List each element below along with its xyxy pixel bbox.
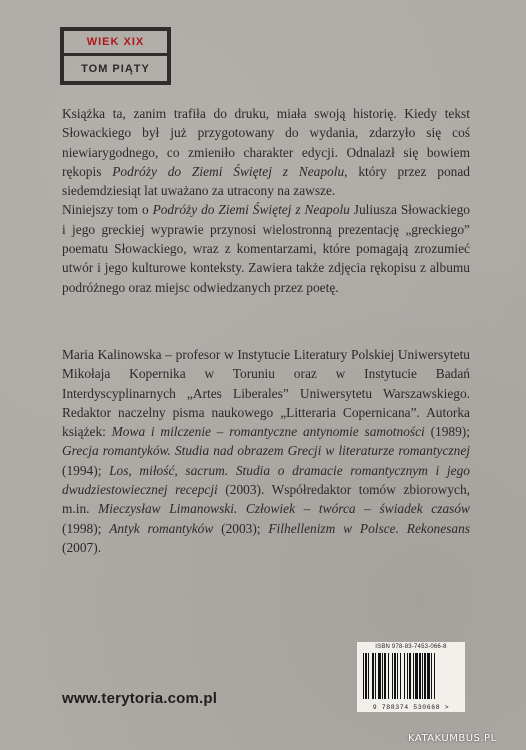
work-title-italic: Filhellenizm w Polsce. Rekonesans bbox=[268, 520, 470, 536]
isbn-barcode bbox=[357, 642, 465, 712]
work-title-italic: Mieczysław Limanowski. Człowiek – twórca – świadek czasów bbox=[98, 501, 470, 517]
author-bio: Maria Kalinowska – profesor w Instytucie Literatury Polskiej Uniwersytetu Mikołaja Kopernika w Toruniu oraz w Instytucie Badań Interdyscyplinarnych „Artes Liberales” Uniwersytetu Warszawskiego. Redaktor naczelny pisma naukowego „Litteraria Copernicana”. Autorka książek: Mowa i milczenie – romantyczne antynomie samotności (1989); Grecja romantyków. Studia nad obrazem Grecji w literaturze romantycznej (1994); Los, miłość, sacrum. Studia o dramacie romantycznym i jego dwudziestowiecznej recepcji (2003). Współredaktor tomów zbiorowych, m.in. Mieczysław Limanowski. Człowiek – twórca – świadek czasów (1998); Antyk romantyków (2003); Filhellenizm w Polsce. Rekonesans (2007). bbox=[62, 347, 470, 555]
barcode-digits: 9 788374 530668 > bbox=[372, 704, 450, 711]
book-title-italic: Podróży do Ziemi Świętej z Neapolu bbox=[112, 163, 345, 179]
series-volume-label: TOM PIĄTY bbox=[81, 62, 150, 75]
book-title-italic: Podróży do Ziemi Świętej z Neapolu bbox=[152, 202, 350, 218]
series-century-label: WIEK XIX bbox=[64, 31, 167, 56]
work-title-italic: Mowa i milczenie – romantyczne antynomie samotności bbox=[111, 424, 425, 440]
site-watermark: KATAKUMBUS.PL bbox=[408, 733, 497, 744]
book-description bbox=[62, 104, 470, 297]
work-title-italic: Grecja romantyków. Studia nad obrazem Grecji w literaturze romantycznej bbox=[62, 443, 470, 459]
description-paragraph-2: Niniejszy tom o Podróży do Ziemi Świętej z Neapolu Juliusza Słowackiego i jego greckiej wyprawie przynosi wielostronną prezentację „greckiego” poematu Słowackiego, wraz z komentarzami, które pomagają zrozumieć utwór i jego kulturowe konteksty. Zawiera także zdjęcia rękopisu z albumu podróżnego oraz miejsc odwiedzanych przez poetę. bbox=[62, 202, 470, 295]
work-title-italic: Antyk romantyków bbox=[109, 520, 214, 536]
isbn-number: ISBN 978-83-7453-066-8 bbox=[375, 644, 447, 650]
work-title-italic: Los, miłość, sacrum. Studia o dramacie romantycznym i jego dwudziestowiecznej recepcji bbox=[62, 462, 470, 498]
series-label-box bbox=[60, 27, 171, 85]
publisher-url: www.terytoria.com.pl bbox=[62, 690, 218, 707]
barcode-bars-icon bbox=[361, 653, 461, 699]
description-paragraph-1: Książka ta, zanim trafiła do druku, miała swoją historię. Kiedy tekst Słowackiego był już przygotowany do wydania, zdarzyło się coś niewiarygodnego, co zmieniło charakter edycji. Odnalazł się bowiem rękopis Podróży do Ziemi Świętej z Neapolu, który przez ponad siedemdziesiąt lat uważano za utracony na zawsze. bbox=[62, 106, 470, 199]
